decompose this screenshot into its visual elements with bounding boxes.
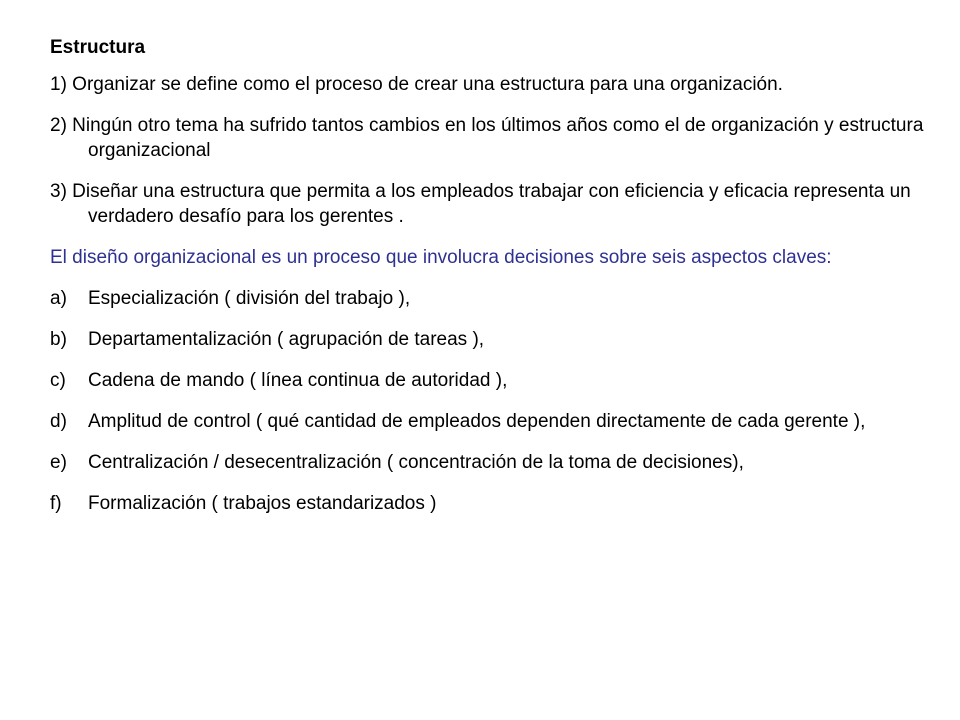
aspect-text: Cadena de mando ( línea continua de autoridad ), [88,370,508,391]
aspect-item-c [50,368,930,393]
aspect-marker: c) [50,370,66,391]
aspect-item-f [50,491,930,516]
paragraph-3: 3) Diseñar una estructura que permita a los empleados trabajar con eficiencia y eficacia representa un verdadero desafío para los gerentes . [50,181,911,227]
aspect-marker: e) [50,452,67,473]
aspect-item-d [50,409,930,434]
aspect-text: Formalización ( trabajos estandarizados ) [88,493,437,514]
aspect-item-b [50,327,930,352]
paragraph-1: 1) Organizar se define como el proceso de crear una estructura para una organización. [50,74,783,95]
design-intro: El diseño organizacional es un proceso que involucra decisiones sobre seis aspectos claves: [50,247,832,268]
paragraph-2: 2) Ningún otro tema ha sufrido tantos cambios en los últimos años como el de organización y estructura organizacional [50,115,924,161]
aspect-marker: b) [50,329,67,350]
aspect-item-a [50,286,930,311]
aspect-marker: a) [50,288,67,309]
aspect-marker: d) [50,411,67,432]
slide-content [50,36,930,532]
slide-title: Estructura [50,37,146,58]
aspect-text: Especialización ( división del trabajo ), [88,288,411,309]
aspect-marker: f) [50,493,62,514]
aspect-text: Centralización / desecentralización ( concentración de la toma de decisiones), [88,452,744,473]
aspect-text: Departamentalización ( agrupación de tareas ), [88,329,485,350]
aspect-item-e [50,450,930,475]
aspect-text: Amplitud de control ( qué cantidad de empleados dependen directamente de cada gerente ), [88,411,866,432]
